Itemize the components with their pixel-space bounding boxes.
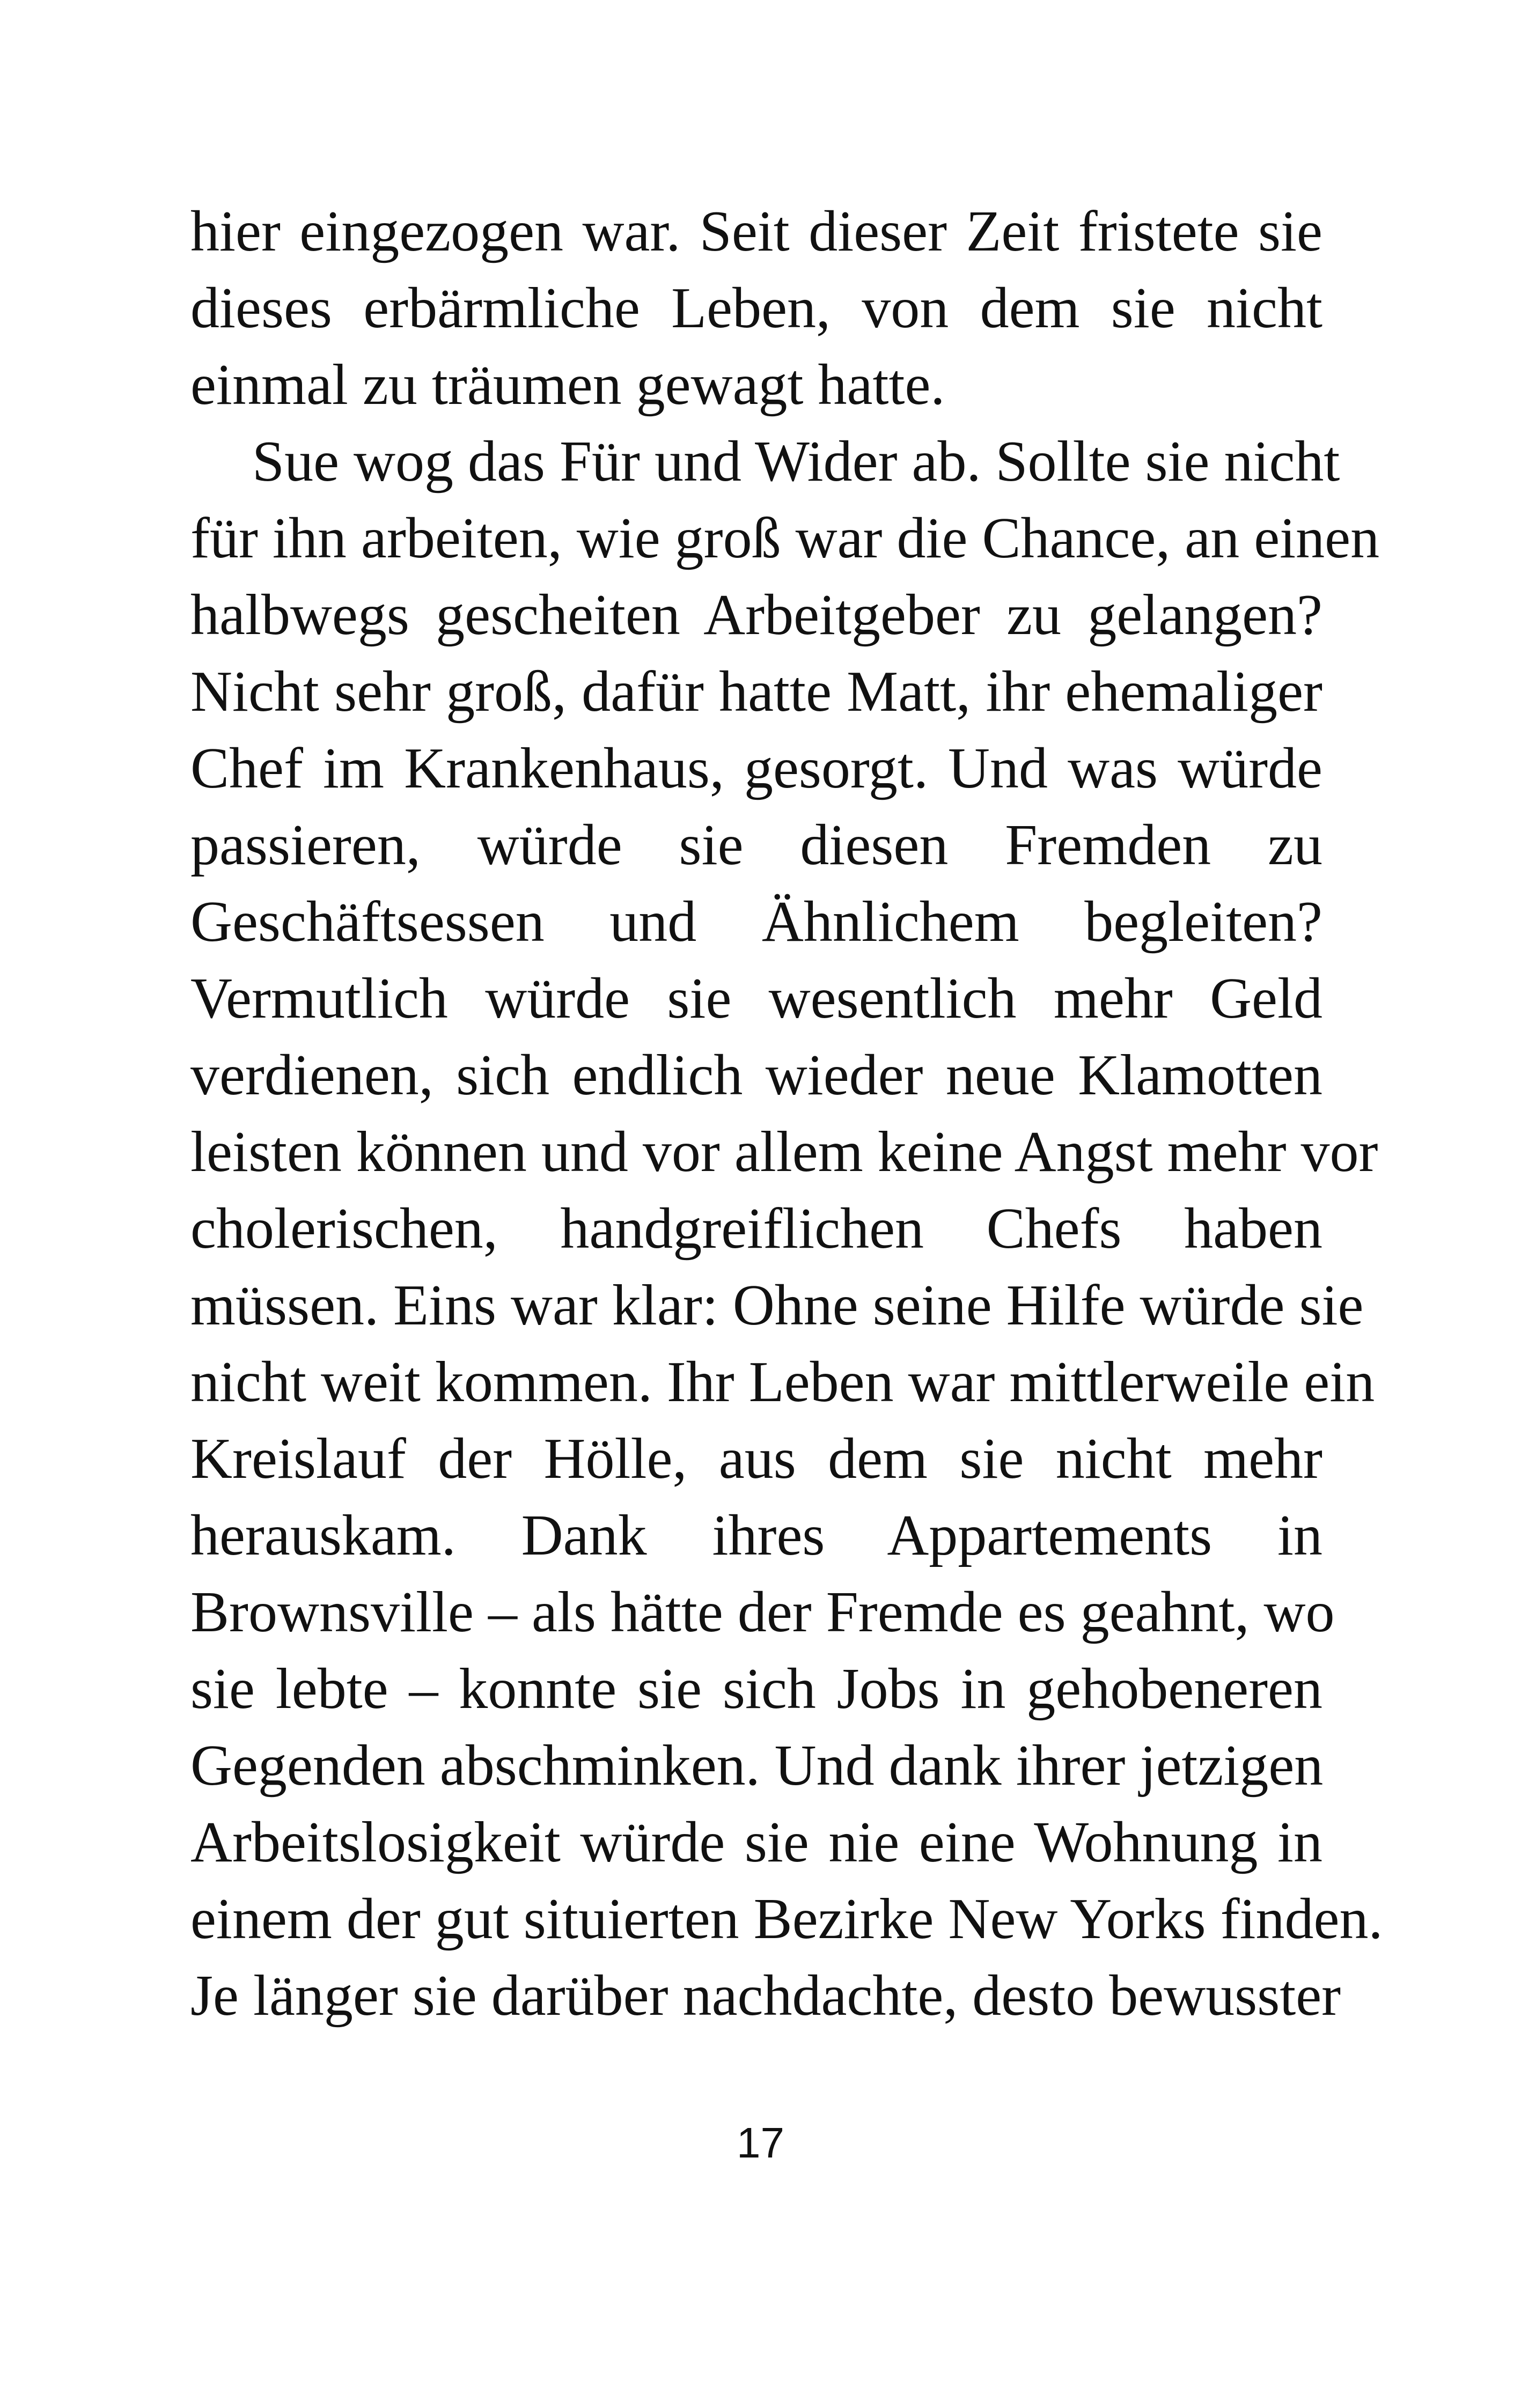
text-line: dieses erbärmliche Leben, von dem sie nicht bbox=[190, 276, 1322, 340]
page-number: 17 bbox=[737, 2119, 784, 2167]
text-line: Kreislauf der Hölle, aus dem sie nicht mehr bbox=[190, 1427, 1322, 1491]
text-line: Nicht sehr groß, dafür hatte Matt, ihr ehemaliger bbox=[190, 660, 1322, 724]
text-line: einmal zu träumen gewagt hatte. bbox=[190, 353, 945, 417]
text-line: verdienen, sich endlich wieder neue Klamotten bbox=[190, 1043, 1322, 1107]
text-line: müssen. Eins war klar: Ohne seine Hilfe würde sie bbox=[190, 1273, 1364, 1337]
text-line: leisten können und vor allem keine Angst mehr vor bbox=[190, 1120, 1378, 1184]
text-line: Sue wog das Für und Wider ab. Sollte sie nicht bbox=[252, 430, 1340, 494]
text-line: Je länger sie darüber nachdachte, desto bewusster bbox=[190, 1964, 1341, 2028]
text-line: Chef im Krankenhaus, gesorgt. Und was würde bbox=[190, 737, 1322, 800]
text-line: sie lebte – konnte sie sich Jobs in gehobeneren bbox=[190, 1657, 1322, 1721]
text-line: cholerischen, handgreiflichen Chefs haben bbox=[190, 1197, 1322, 1261]
text-line: herauskam. Dank ihres Appartements in bbox=[190, 1504, 1322, 1567]
body-text bbox=[190, 193, 1383, 2034]
text-line: für ihn arbeiten, wie groß war die Chance, an einen bbox=[190, 506, 1380, 570]
text-line: Arbeitslosigkeit würde sie nie eine Wohnung in bbox=[190, 1810, 1322, 1874]
text-line: nicht weit kommen. Ihr Leben war mittlerweile ein bbox=[190, 1350, 1375, 1414]
text-line: Geschäftsessen und Ähnlichem begleiten? bbox=[190, 890, 1322, 954]
text-line: hier eingezogen war. Seit dieser Zeit fristete sie bbox=[190, 200, 1322, 263]
text-line: einem der gut situierten Bezirke New Yorks finden. bbox=[190, 1887, 1383, 1951]
text-line: Brownsville – als hätte der Fremde es geahnt, wo bbox=[190, 1580, 1335, 1644]
text-line: Gegenden abschminken. Und dank ihrer jetzigen bbox=[190, 1734, 1324, 1798]
text-line: passieren, würde sie diesen Fremden zu bbox=[190, 813, 1322, 877]
text-line: halbwegs gescheiten Arbeitgeber zu gelangen? bbox=[190, 583, 1322, 647]
text-line: Vermutlich würde sie wesentlich mehr Geld bbox=[190, 967, 1322, 1030]
